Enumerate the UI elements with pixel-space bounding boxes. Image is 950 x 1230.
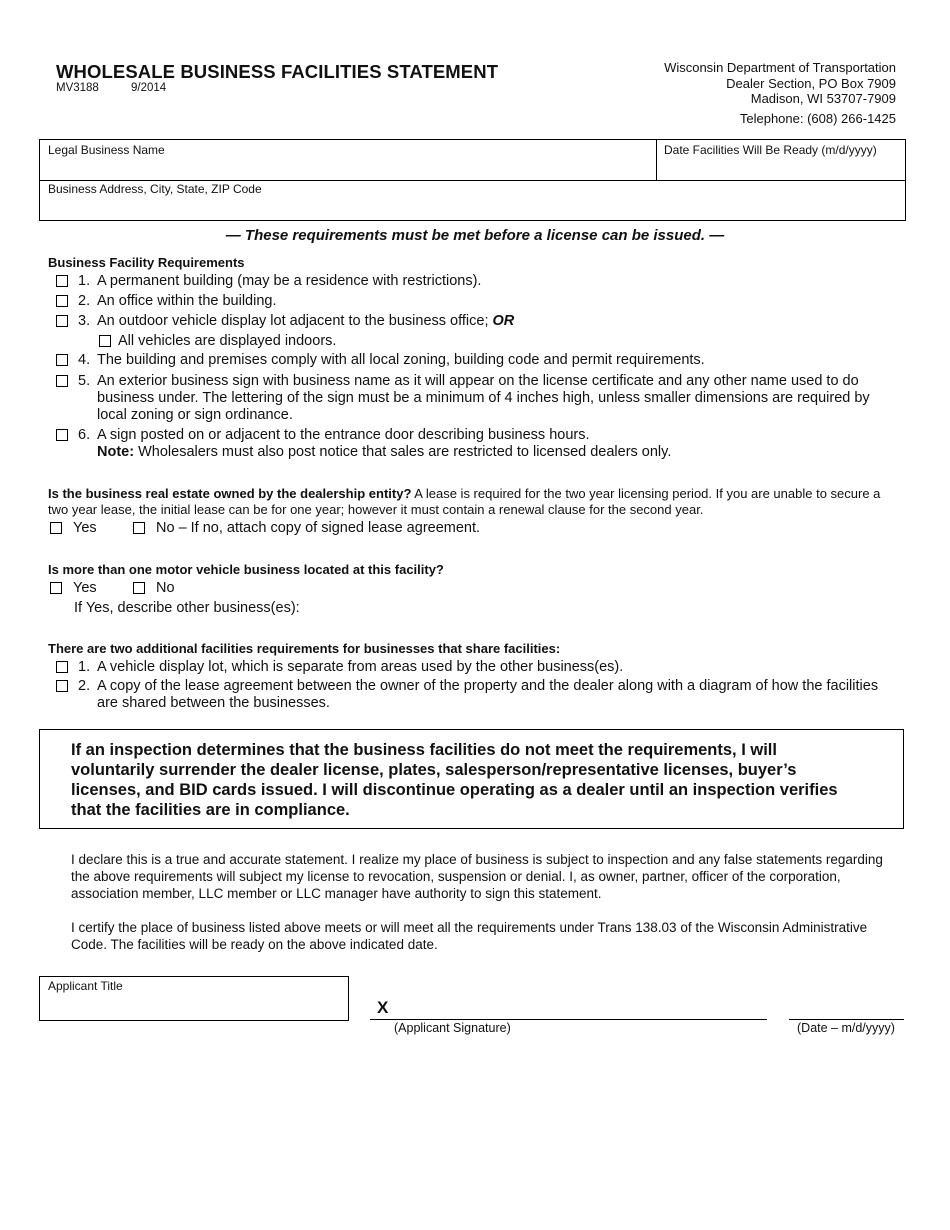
- additional-text: A vehicle display lot, which is separate from areas used by the other business(es).: [97, 659, 624, 675]
- note-text: Wholesalers must also post notice that sales are restricted to licensed dealers only.: [138, 444, 672, 460]
- agency-address: [664, 60, 896, 126]
- applicant-signature-field[interactable]: [395, 996, 765, 1018]
- real-estate-no-label: No – If no, attach copy of signed lease agreement.: [156, 520, 481, 536]
- requirement-number: 4.: [78, 352, 91, 368]
- additional-2-checkbox[interactable]: [56, 680, 68, 692]
- agency-telephone: Telephone: (608) 266-1425: [739, 110, 896, 126]
- requirement-number: 6.: [78, 427, 91, 443]
- real-estate-explanation: A lease is required for the two year licensing period. If you are unable to secure a two year lease, the initial lease can be for one year; however it must contain a renewal clause for the second year.: [48, 486, 881, 517]
- certification-paragraph: I certify the place of business listed above meets or will meet all the requirements under Trans 138.03 of the Wisconsin Administrative Code. The facilities will be ready on the above indicated date.: [71, 920, 868, 952]
- business-address-input[interactable]: [48, 199, 898, 216]
- requirement-text: An office within the building.: [97, 293, 277, 309]
- form-date: 9/2014: [131, 82, 167, 94]
- requirement-text: The building and premises comply with all local zoning, building code and permit requirements.: [97, 352, 705, 368]
- signature-date-field[interactable]: [789, 996, 904, 1018]
- business-info-box: [39, 139, 906, 221]
- field-divider: [656, 140, 657, 180]
- signature-line: [370, 1019, 767, 1020]
- requirement-text: An exterior business sign with business name as it will appear on the license certificate and any other name used to do business under. The lettering of the sign must be a minimum of 4 inches high, unless smaller dimensions are required by local zoning or sign ordinance.: [97, 373, 870, 423]
- requirement-text: A permanent building (may be a residence with restrictions).: [97, 273, 482, 289]
- requirement-3-or: OR: [492, 313, 515, 329]
- requirements-banner: — These requirements must be met before a license can be issued. —: [225, 227, 725, 244]
- other-business-input[interactable]: [310, 601, 890, 618]
- additional-number: 2.: [78, 678, 91, 694]
- other-business-label: If Yes, describe other business(es):: [74, 600, 300, 616]
- indoor-display-text: All vehicles are displayed indoors.: [118, 333, 337, 349]
- real-estate-no-checkbox[interactable]: [133, 522, 145, 534]
- shared-facility-question: Is more than one motor vehicle business located at this facility?: [48, 562, 444, 577]
- form-title: WHOLESALE BUSINESS FACILITIES STATEMENT: [56, 61, 499, 82]
- date-ready-input[interactable]: [664, 160, 899, 177]
- shared-yes-label: Yes: [73, 580, 97, 596]
- shared-no-checkbox[interactable]: [133, 582, 145, 594]
- real-estate-yes-checkbox[interactable]: [50, 522, 62, 534]
- real-estate-question-bold: Is the business real estate owned by the dealership entity?: [48, 486, 412, 501]
- additional-1-checkbox[interactable]: [56, 661, 68, 673]
- indoor-display-checkbox[interactable]: [99, 335, 111, 347]
- additional-number: 1.: [78, 659, 91, 675]
- requirement-note: [97, 444, 671, 461]
- shared-no-label: No: [156, 580, 175, 596]
- signature-x-mark: X: [377, 998, 389, 1017]
- facility-requirements-heading: Business Facility Requirements: [48, 255, 245, 270]
- date-caption: (Date – m/d/yyyy): [797, 1021, 895, 1035]
- agency-line: Dealer Section, PO Box 7909: [726, 75, 896, 91]
- requirement-number: 3.: [78, 313, 91, 329]
- surrender-warning-box: [39, 729, 904, 829]
- real-estate-question: [48, 486, 898, 518]
- applicant-title-label: Applicant Title: [48, 979, 123, 993]
- real-estate-yes-label: Yes: [73, 520, 97, 536]
- requirement-2-checkbox[interactable]: [56, 295, 68, 307]
- requirement-6-checkbox[interactable]: [56, 429, 68, 441]
- surrender-warning-text: If an inspection determines that the business facilities do not meet the requirements, I will voluntarily surrender the dealer license, plates, salesperson/representative licenses, buyer’s licenses, and BID cards issued. I will discontinue operating as a dealer until an inspection verifies that the facilities are in compliance.: [71, 741, 838, 819]
- legal-business-name-input[interactable]: [48, 160, 648, 177]
- requirement-number: 5.: [78, 373, 91, 389]
- requirement-5-checkbox[interactable]: [56, 375, 68, 387]
- applicant-title-box: [39, 976, 349, 1021]
- date-ready-label: Date Facilities Will Be Ready (m/d/yyyy): [664, 143, 877, 157]
- declaration-paragraph: I declare this is a true and accurate statement. I realize my place of business is subject to inspection and any false statements regarding the above requirements will subject my license to revocation, suspension or denial. I, as owner, partner, officer of the corporation, association member, LLC member or LLC manager have authority to sign this statement.: [71, 852, 883, 901]
- shared-yes-checkbox[interactable]: [50, 582, 62, 594]
- signature-caption: (Applicant Signature): [394, 1021, 511, 1035]
- requirement-1-checkbox[interactable]: [56, 275, 68, 287]
- date-line: [789, 1019, 904, 1020]
- business-address-label: Business Address, City, State, ZIP Code: [48, 182, 262, 196]
- additional-text: A copy of the lease agreement between the owner of the property and the dealer along with a diagram of how the facilities are shared between the businesses.: [97, 678, 879, 711]
- agency-line: Wisconsin Department of Transportation: [664, 60, 896, 75]
- requirement-text: A sign posted on or adjacent to the entrance door describing business hours.: [97, 427, 590, 443]
- requirement-number: 2.: [78, 293, 91, 309]
- legal-business-name-label: Legal Business Name: [48, 143, 165, 157]
- requirement-number: 1.: [78, 273, 91, 289]
- requirement-4-checkbox[interactable]: [56, 354, 68, 366]
- agency-line: Madison, WI 53707-7909: [750, 91, 896, 106]
- requirement-text: [97, 313, 514, 330]
- note-label: Note:: [97, 444, 135, 460]
- form-number: MV3188: [56, 82, 99, 94]
- requirement-3-checkbox[interactable]: [56, 315, 68, 327]
- applicant-title-input[interactable]: [48, 997, 340, 1015]
- requirement-3-text: An outdoor vehicle display lot adjacent to the business office;: [97, 313, 489, 329]
- additional-requirements-heading: There are two additional facilities requirements for businesses that share facilities:: [48, 641, 561, 656]
